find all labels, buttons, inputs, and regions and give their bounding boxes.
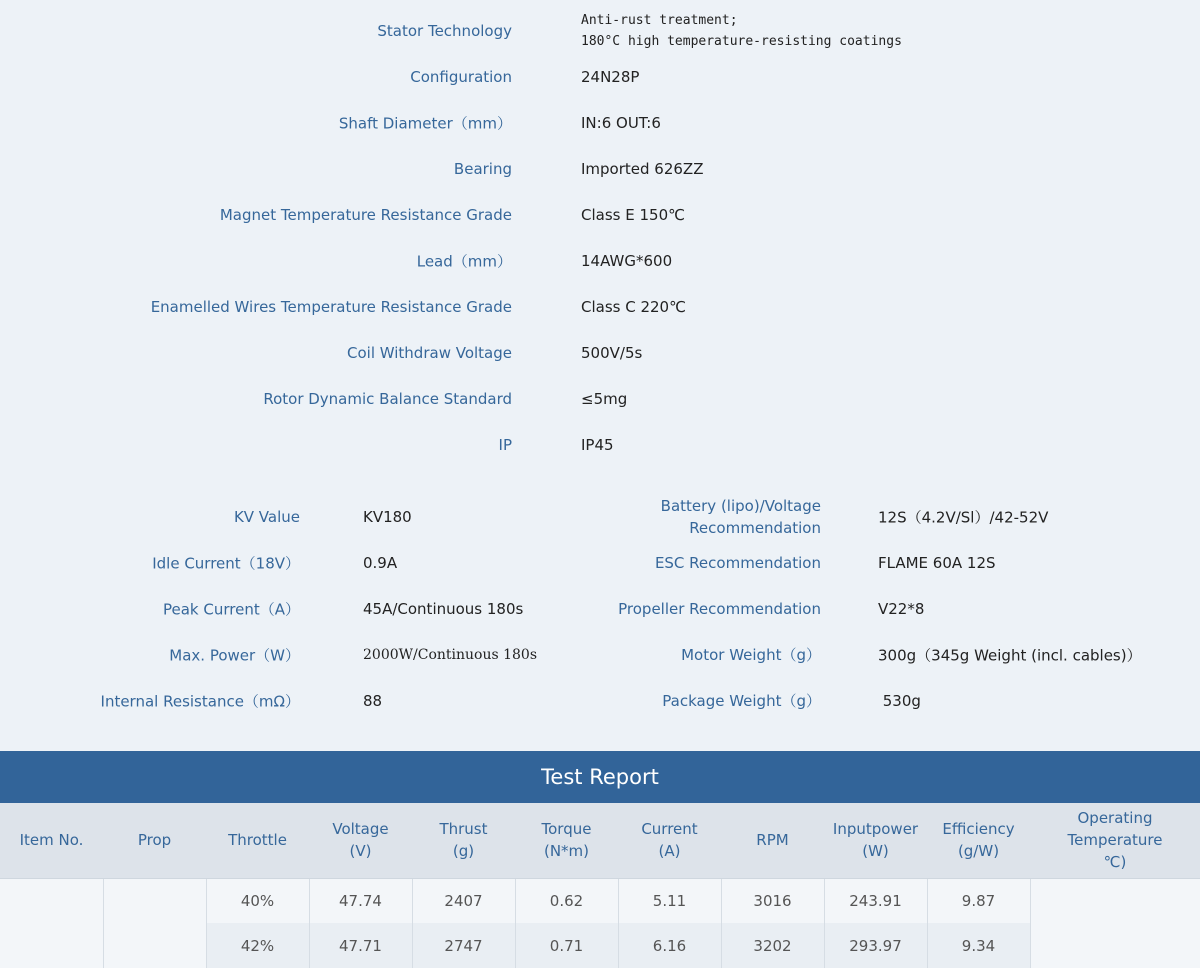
pair-label: Idle Current（18V）	[152, 554, 300, 573]
table-cell: 2407	[412, 878, 515, 923]
spec-row-rotor-balance	[0, 376, 1200, 422]
header-operating-temperature: Operating Temperature ℃)	[1030, 803, 1200, 878]
pair-label: Max. Power（W）	[169, 646, 300, 665]
spec-value: 24N28P	[581, 68, 640, 86]
pair-row-kv	[0, 494, 1200, 540]
pair-value: 300g（345g Weight (incl. cables)）	[878, 646, 1142, 665]
table-cell: 47.74	[309, 878, 412, 923]
table-cell: 0.71	[515, 923, 618, 968]
spec-row-lead	[0, 238, 1200, 284]
spec-label: Shaft Diameter（mm）	[338, 114, 512, 133]
spec-label: Coil Withdraw Voltage	[347, 344, 512, 362]
table-row	[0, 878, 1200, 923]
spec-row-configuration	[0, 54, 1200, 100]
pair-value: 0.9A	[363, 554, 398, 572]
table-cell: 40%	[206, 878, 309, 923]
header-rpm: RPM	[721, 803, 824, 878]
table-cell: 9.87	[927, 878, 1030, 923]
table-cell: 0.62	[515, 878, 618, 923]
table-cell: 2747	[412, 923, 515, 968]
table-cell: 3202	[721, 923, 824, 968]
header-current: Current (A)	[618, 803, 721, 878]
spec-value: Imported 626ZZ	[581, 160, 704, 178]
header-thrust: Thrust (g)	[412, 803, 515, 878]
spec-label: Enamelled Wires Temperature Resistance Grade	[150, 298, 512, 316]
pair-label: Motor Weight（g）	[681, 646, 821, 664]
table-cell: 47.71	[309, 923, 412, 968]
pair-value: 45A/Continuous 180s	[363, 600, 524, 618]
spec-value: Anti-rust treatment; 180°C high temperature-resisting coatings	[581, 13, 902, 49]
spec-value: IP45	[581, 436, 614, 454]
table-cell: 42%	[206, 923, 309, 968]
pair-row-peak-current	[0, 586, 1200, 632]
header-item-no: Item No.	[0, 803, 103, 878]
spec-value: 14AWG*600	[581, 252, 673, 270]
header-efficiency: Efficiency (g/W)	[927, 803, 1030, 878]
spec-row-stator-technology	[0, 8, 1200, 54]
table-cell: 243.91	[824, 878, 927, 923]
pair-row-internal-resistance	[0, 678, 1200, 724]
spec-label: IP	[498, 436, 512, 454]
spec-value: Class E 150℃	[581, 206, 685, 224]
report-header-row	[0, 803, 1200, 878]
header-torque: Torque (N*m)	[515, 803, 618, 878]
header-prop: Prop	[103, 803, 206, 878]
table-cell: 6.16	[618, 923, 721, 968]
spec-row-bearing	[0, 146, 1200, 192]
pair-row-max-power	[0, 632, 1200, 678]
pair-label: Internal Resistance（mΩ）	[100, 692, 300, 711]
table-cell: 5.11	[618, 878, 721, 923]
pair-value: FLAME 60A 12S	[878, 554, 996, 572]
pair-label: ESC Recommendation	[654, 554, 821, 572]
pair-label: Peak Current（A）	[163, 600, 300, 619]
table-cell: 293.97	[824, 923, 927, 968]
pair-row-idle-current	[0, 540, 1200, 586]
table-cell: 3016	[721, 878, 824, 923]
spec-label: Lead（mm）	[416, 252, 512, 271]
spec-row-ip	[0, 422, 1200, 468]
report-table	[0, 803, 1200, 968]
spec-row-magnet-temperature	[0, 192, 1200, 238]
pair-label: Propeller Recommendation	[618, 600, 821, 618]
pair-value: 12S（4.2V/Sl）/42-52V	[878, 508, 1049, 527]
pair-label: Battery (lipo)/Voltage Recommendation	[660, 497, 821, 537]
spec-row-coil-withdraw-voltage	[0, 330, 1200, 376]
report-title: Test Report	[0, 751, 1200, 803]
pair-label: KV Value	[233, 508, 300, 526]
header-voltage: Voltage (V)	[309, 803, 412, 878]
pair-value: KV180	[363, 508, 412, 526]
pair-value: 530g	[878, 692, 921, 710]
spec-value: 500V/5s	[581, 344, 643, 362]
spec-row-shaft-diameter	[0, 100, 1200, 146]
spec-label: Rotor Dynamic Balance Standard	[263, 390, 512, 408]
table-cell: 9.34	[927, 923, 1030, 968]
spec-row-enamelled-wires	[0, 284, 1200, 330]
spec-value: Class C 220℃	[581, 298, 686, 316]
spec-label: Magnet Temperature Resistance Grade	[219, 206, 512, 224]
pair-value: V22*8	[878, 600, 925, 618]
header-throttle: Throttle	[206, 803, 309, 878]
pair-label: Package Weight（g）	[662, 692, 821, 710]
spec-label: Bearing	[453, 160, 512, 178]
spec-label: Configuration	[410, 68, 512, 86]
header-inputpower: Inputpower (W)	[824, 803, 927, 878]
spec-value: ≤5mg	[581, 390, 628, 408]
spec-value: IN:6 OUT:6	[581, 114, 661, 132]
pair-value: 88	[363, 692, 383, 710]
pair-value: 2000W/Continuous 180s	[363, 647, 538, 663]
spec-label: Stator Technology	[377, 22, 512, 40]
